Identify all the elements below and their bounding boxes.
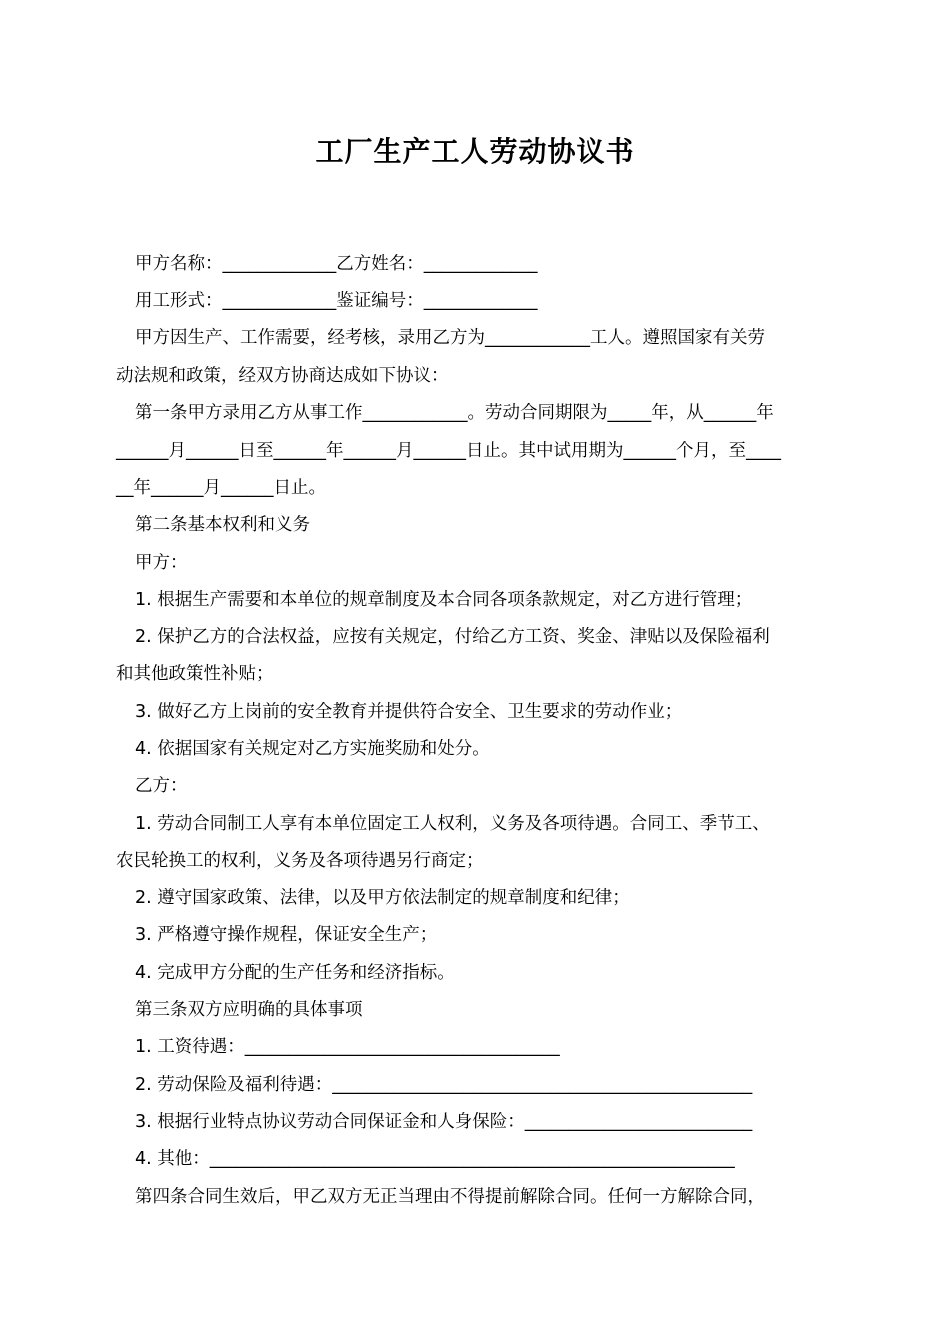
intro-paragraph-line-1: 甲方因生产、工作需要，经考核，录用乙方为____________工人。遵照国家有关劳: [135, 328, 765, 348]
article-2-heading: 第二条基本权利和义务: [135, 515, 310, 535]
employment-form-line: 用工形式：_____________鉴证编号：_____________: [135, 291, 538, 311]
article-3-item-1: 1. 工资待遇：____________________________________: [135, 1037, 560, 1057]
party-a-item-3: 3. 做好乙方上岗前的安全教育并提供符合安全、卫生要求的劳动作业；: [135, 702, 683, 722]
party-b-item-2: 2. 遵守国家政策、法律，以及甲方依法制定的规章制度和纪律；: [135, 888, 630, 908]
article-4-line-1: 第四条合同生效后，甲乙双方无正当理由不得提前解除合同。任何一方解除合同，: [135, 1187, 765, 1207]
document-title: 工厂生产工人劳动协议书: [315, 135, 635, 168]
article-3-item-4: 4. 其他：____________________________________________________________: [135, 1149, 735, 1169]
article-3-item-2: 2. 劳动保险及福利待遇：________________________________________________: [135, 1075, 753, 1095]
party-b-item-3: 3. 严格遵守操作规程，保证安全生产；: [135, 925, 438, 945]
article-1-line-2: ______月______日至______年______月______日止。其中试用期为______个月，至____: [116, 441, 781, 461]
article-3-heading: 第三条双方应明确的具体事项: [135, 1000, 363, 1020]
article-1-line-3: __年______月______日止。: [116, 478, 326, 498]
party-a-item-1: 1. 根据生产需要和本单位的规章制度及本合同各项条款规定，对乙方进行管理；: [135, 590, 753, 610]
article-1-line-1: 第一条甲方录用乙方从事工作____________。劳动合同期限为_____年，从______年: [135, 403, 774, 423]
party-a-item-2-line-1: 2. 保护乙方的合法权益，应按有关规定，付给乙方工资、奖金、津贴以及保险福利: [135, 627, 770, 647]
party-a-item-2-line-2: 和其他政策性补贴；: [116, 664, 274, 684]
party-b-item-4: 4. 完成甲方分配的生产任务和经济指标。: [135, 963, 455, 983]
party-b-heading: 乙方：: [135, 776, 188, 796]
intro-paragraph-line-2: 动法规和政策，经双方协商达成如下协议：: [116, 366, 449, 386]
party-b-item-1-line-1: 1. 劳动合同制工人享有本单位固定工人权利，义务及各项待遇。合同工、季节工、: [135, 814, 770, 834]
party-b-item-1-line-2: 农民轮换工的权利，义务及各项待遇另行商定；: [116, 851, 484, 871]
article-3-item-3: 3. 根据行业特点协议劳动合同保证金和人身保险：__________________________: [135, 1112, 753, 1132]
party-a-item-4: 4. 依据国家有关规定对乙方实施奖励和处分。: [135, 739, 490, 759]
party-a-heading: 甲方：: [135, 553, 188, 573]
party-a-name-line: 甲方名称：_____________乙方姓名：_____________: [135, 254, 538, 274]
